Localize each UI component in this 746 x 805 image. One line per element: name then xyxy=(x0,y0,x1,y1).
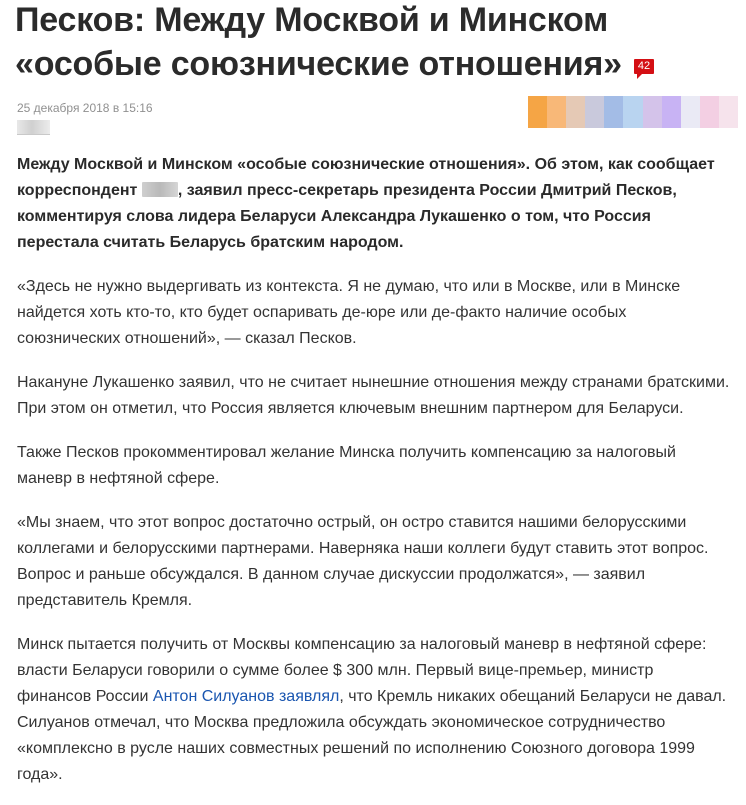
source-logo[interactable] xyxy=(17,120,50,135)
compensation-text-end: , что Кремль никаких обещаний Беларуси не давал. Силуанов отмечал, что Москва предложила обсуждать экономическое сотрудничество «комплексно в русле наших совместных решений по исполнению Союзного договора 1999 года». xyxy=(17,688,727,783)
comments-count-badge[interactable]: 42 xyxy=(634,59,654,74)
lead-paragraph xyxy=(17,152,732,256)
lead-text-end: , заявил пресс-секретарь президента России Дмитрий Песков, комментируя слова лидера Беларуси Александра Лукашенко о том, что Россия перестала считать Беларусь братским народом. xyxy=(17,182,677,251)
article-body xyxy=(17,152,732,805)
paragraph-lukashenko: Накануне Лукашенко заявил, что не считает нынешние отношения между странами братскими. При этом он отметил, что Россия является ключевым внешним партнером для Беларуси. xyxy=(17,374,730,417)
siluanov-link[interactable]: Антон Силуанов заявлял xyxy=(152,688,340,705)
paragraph-tax-maneuver: Также Песков прокомментировал желание Минска получить компенсацию за налоговый маневр в нефтяной сфере. xyxy=(17,444,676,487)
article-title-text: Песков: Между Москвой и Минском «особые союзнические отношения» xyxy=(15,1,622,83)
redacted-agency-name xyxy=(142,182,178,197)
paragraph-peskov-quote: «Здесь не нужно выдергивать из контекста. Я не думаю, что или в Москве, или в Минске найдется хоть кто-то, кто будет оспаривать де-юре или де-факто наличие особых союзнических отношений», — сказал Песков. xyxy=(17,278,681,347)
share-button-6[interactable] xyxy=(623,96,642,128)
share-button-1[interactable] xyxy=(528,96,547,128)
share-button-9[interactable] xyxy=(681,96,700,128)
compensation-text-start: Минск пытается получить от Москвы компенсацию за налоговый маневр в нефтяной сфере: власти Беларуси говорили о сумме более $ 300 млн. Первый вице-премьер, министр финансов России xyxy=(17,636,707,705)
share-buttons-bar[interactable] xyxy=(528,96,738,128)
share-button-4[interactable] xyxy=(585,96,604,128)
publish-date: 25 декабря 2018 в 15:16 xyxy=(17,101,153,115)
share-button-11[interactable] xyxy=(719,96,738,128)
paragraph-compensation xyxy=(17,632,732,788)
share-button-10[interactable] xyxy=(700,96,719,128)
share-button-2[interactable] xyxy=(547,96,566,128)
share-button-8[interactable] xyxy=(662,96,681,128)
share-button-5[interactable] xyxy=(604,96,623,128)
share-button-3[interactable] xyxy=(566,96,585,128)
lead-text-start: Между Москвой и Минском «особые союзнические отношения». Об этом, как сообщает корреспондент xyxy=(17,156,715,199)
paragraph-kremlin-quote: «Мы знаем, что этот вопрос достаточно острый, он остро ставится нашими белорусскими коллегами и белорусскими партнерами. Наверняка наши коллеги будут ставить этот вопрос. Вопрос и раньше обсуждался. В данном случае дискуссии продолжатся», — заявил представитель Кремля. xyxy=(17,514,709,609)
share-button-7[interactable] xyxy=(643,96,662,128)
article-title xyxy=(15,0,730,86)
